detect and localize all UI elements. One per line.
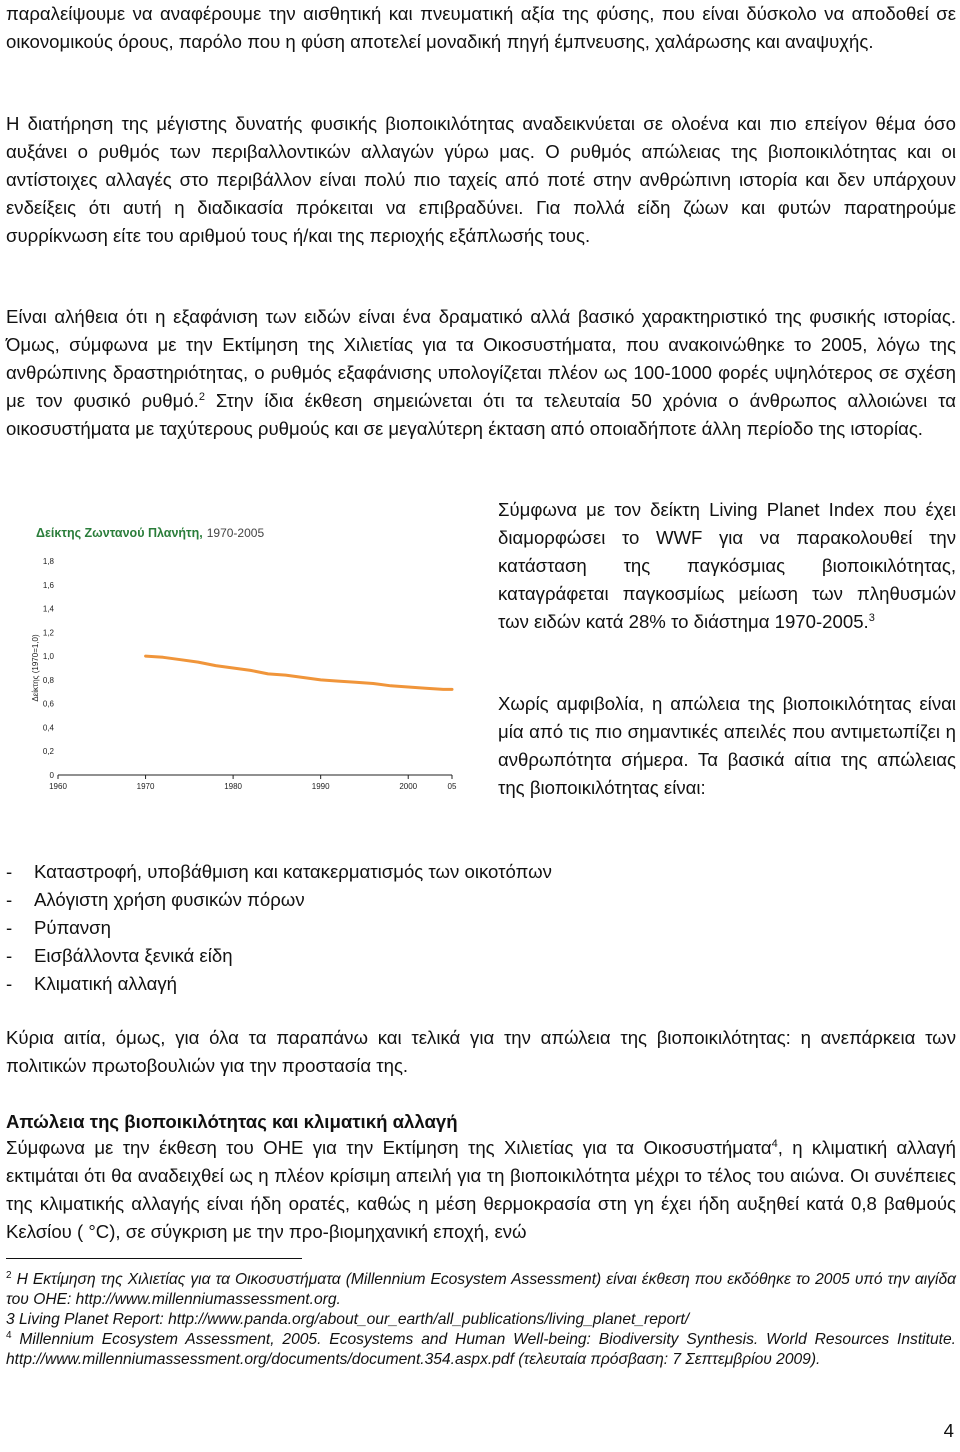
x-tick-label: 1990 [311,782,330,791]
list-item [6,970,706,998]
paragraph-extinction-rate [6,303,956,443]
footnote-3: 3 Living Planet Report: http://www.panda.org/about_our_earth/all_publications/living_planet_report/ [6,1311,690,1328]
footnote-number: 4 [6,1329,12,1341]
y-tick-label: 1,2 [42,628,54,638]
list-item [6,858,706,886]
page-number: 4 [943,1420,954,1441]
list-item [6,886,706,914]
paragraph-climate-change [6,1134,956,1246]
chart-subtitle: 1970-2005 [206,526,265,540]
footnote-number: 2 [6,1269,12,1281]
list-bullet: - [6,945,13,966]
list-item [6,914,706,942]
y-tick-label: 0,4 [42,723,54,733]
list-item-text: Καταστροφή, υποβάθμιση και κατακερματισμός των οικοτόπων [34,861,552,882]
list-item-text: Κλιματική αλλαγή [34,973,178,994]
paragraph-living-planet-index [498,496,956,636]
paragraph-main-cause: Κύρια αιτία, όμως, για όλα τα παραπάνω και τελικά για την απώλεια της βιοποικιλότητας: η ανεπάρκεια των πολιτικών πρωτοβουλιών για την προστασία της. [6,1027,956,1076]
y-tick-label: 1,6 [42,580,54,590]
footnote-ref-4[interactable]: 4 [771,1137,778,1150]
footnote-text: Η Εκτίμηση της Χιλιετίας για τα Οικοσυστήματα (Millennium Ecosystem Assessment) είναι έκθεση που εκδόθηκε το 2005 υπό την αιγίδα του ΟΗΕ: http://www.millenniumassessment.org. [6,1271,956,1308]
list-item [6,942,706,970]
y-tick-label: 1,4 [42,604,54,614]
list-item-text: Εισβάλλοντα ξενικά είδη [34,945,233,966]
section-heading: Απώλεια της βιοποικιλότητας και κλιματική αλλαγή [6,1111,458,1132]
y-tick-label: 0,8 [42,675,54,685]
y-tick-label: 0 [49,771,54,780]
y-tick-label: 0,2 [42,747,54,757]
x-tick-label: 1970 [136,782,155,791]
footnote-ref-2[interactable]: 2 [198,390,205,403]
footnote-2 [6,1270,956,1309]
x-tick-label: 1980 [224,782,243,791]
x-tick-label: 1960 [49,782,67,791]
x-tick-label: 2000 [399,782,418,791]
y-tick-label: 1,8 [42,557,54,566]
list-bullet: - [6,889,13,910]
list-item-text: Ρύπανση [34,917,111,938]
paragraph-biodiversity-threats: Χωρίς αμφιβολία, η απώλεια της βιοποικιλότητας είναι μία από τις πιο σημαντικές απειλές που αντιμετωπίζει η ανθρωπότητα σήμερα. Τα βασικά αίτια της απώλειας της βιοποικιλότητας είναι: [498,693,956,798]
chart-svg [30,511,458,800]
paragraph-climate-change-part2: , η κλιματική αλλαγή εκτιμάται ότι θα αναδειχθεί ως η πλέον κρίσιμη απειλή για τη βιοποικιλότητα μέχρι το τέλος του αιώνα. Οι συνέπειες της κλιματικής αλλαγής είναι ήδη ορατές, καθώς η μέση θερμοκρασία στη γη έχει ήδη αυξηθεί κατά 0,8 βαθμούς Κελσίου ( °C), σε σύγκριση με την προ-βιομηχανική εποχή, ενώ [6,1137,956,1242]
list-item-text: Αλόγιστη χρήση φυσικών πόρων [34,889,305,910]
list-bullet: - [6,861,13,882]
causes-list [6,858,706,998]
footnote-4 [6,1330,956,1369]
footnote-separator [6,1258,302,1259]
paragraph-lpi-text: Σύμφωνα με τον δείκτη Living Planet Index που έχει διαμορφώσει το WWF για να παρακολουθεί την κατάσταση της παγκόσμιας βιοποικιλότητας, καταγράφεται παγκοσμίως μείωση των πληθυσμών των ειδών κατά 28% το διάστημα 1970-2005. [498,499,956,632]
chart-y-axis-label: Δείκτης (1970=1,0) [31,634,40,702]
paragraph-extinction-rate-part1: Είναι αλήθεια ότι η εξαφάνιση των ειδών είναι ένα δραματικό αλλά βασικό χαρακτηριστικό της φυσικής ιστορίας. Όμως, σύμφωνα με την Εκτίμηση της Χιλιετίας για τα Οικοσυστήματα, που ανακοινώθηκε το 2005, λόγω της ανθρώπινης δραστηριότητας, ο ρυθμός εξαφάνισης υπολογίζεται πλέον ως 100-1000 φορές υψηλότερος σε σχέση με τον φυσικό ρυθμό. [6,306,956,411]
y-tick-label: 1,0 [42,652,54,662]
paragraph-aesthetic-value: παραλείψουμε να αναφέρουμε την αισθητική και πνευματική αξία της φύσης, που είναι δύσκολο να αποδοθεί σε οικονομικούς όρους, παρόλο που η φύση αποτελεί μοναδική πηγή έμπνευσης, χαλάρωσης και αναψυχής. [6,3,956,52]
y-tick-label: 0,6 [42,699,54,709]
x-tick-label: 05 [447,782,457,791]
paragraph-biodiversity-conservation: Η διατήρηση της μέγιστης δυνατής φυσικής βιοποικιλότητας αναδεικνύεται σε ολοένα και πιο επείγον θέμα όσο αυξάνει ο ρυθμός των περιβαλλοντικών αλλαγών γύρω μας. Ο ρυθμός απώλειας της βιοποικιλότητας και οι αντίστοιχες αλλαγές στο περιβάλλον είναι πολύ πιο ταχείς από ποτέ στην ανθρώπινη ιστορία και δεν υπάρχουν ενδείξεις ότι αυτή η διαδικασία πρόκειται να επιβραδύνει. Για πολλά είδη ζώων και φυτών παρατηρούμε συρρίκνωση είτε του αριθμού τους ή/και της περιοχής εξάπλωσής τους. [6,113,956,246]
living-planet-index-chart [30,511,458,800]
list-bullet: - [6,917,13,938]
paragraph-climate-change-part1: Σύμφωνα με την έκθεση του ΟΗΕ για την Εκτίμηση της Χιλιετίας για τα Οικοσυστήματα [6,1137,772,1158]
footnote-ref-3[interactable]: 3 [868,611,875,624]
footnote-text: Millennium Ecosystem Assessment, 2005. Ecosystems and Human Well-being: Biodiversity Synthesis. World Resources Institute. http://www.millenniumassessment.org/documents/document.354.aspx.pdf (τελευταία πρόσβαση: 7 Σεπτεμβρίου 2009). [6,1331,956,1368]
chart-title: Δείκτης Ζωντανού Πλανήτη, [36,526,203,540]
list-bullet: - [6,973,13,994]
paragraph-extinction-rate-part2: Στην ίδια έκθεση σημειώνεται ότι τα τελευταία 50 χρόνια ο άνθρωπος αλλοιώνει τα οικοσυστήματα με ταχύτερους ρυθμούς και σε μεγαλύτερη έκταση από οποιαδήποτε άλλη περίοδο της ιστορίας. [6,390,956,439]
